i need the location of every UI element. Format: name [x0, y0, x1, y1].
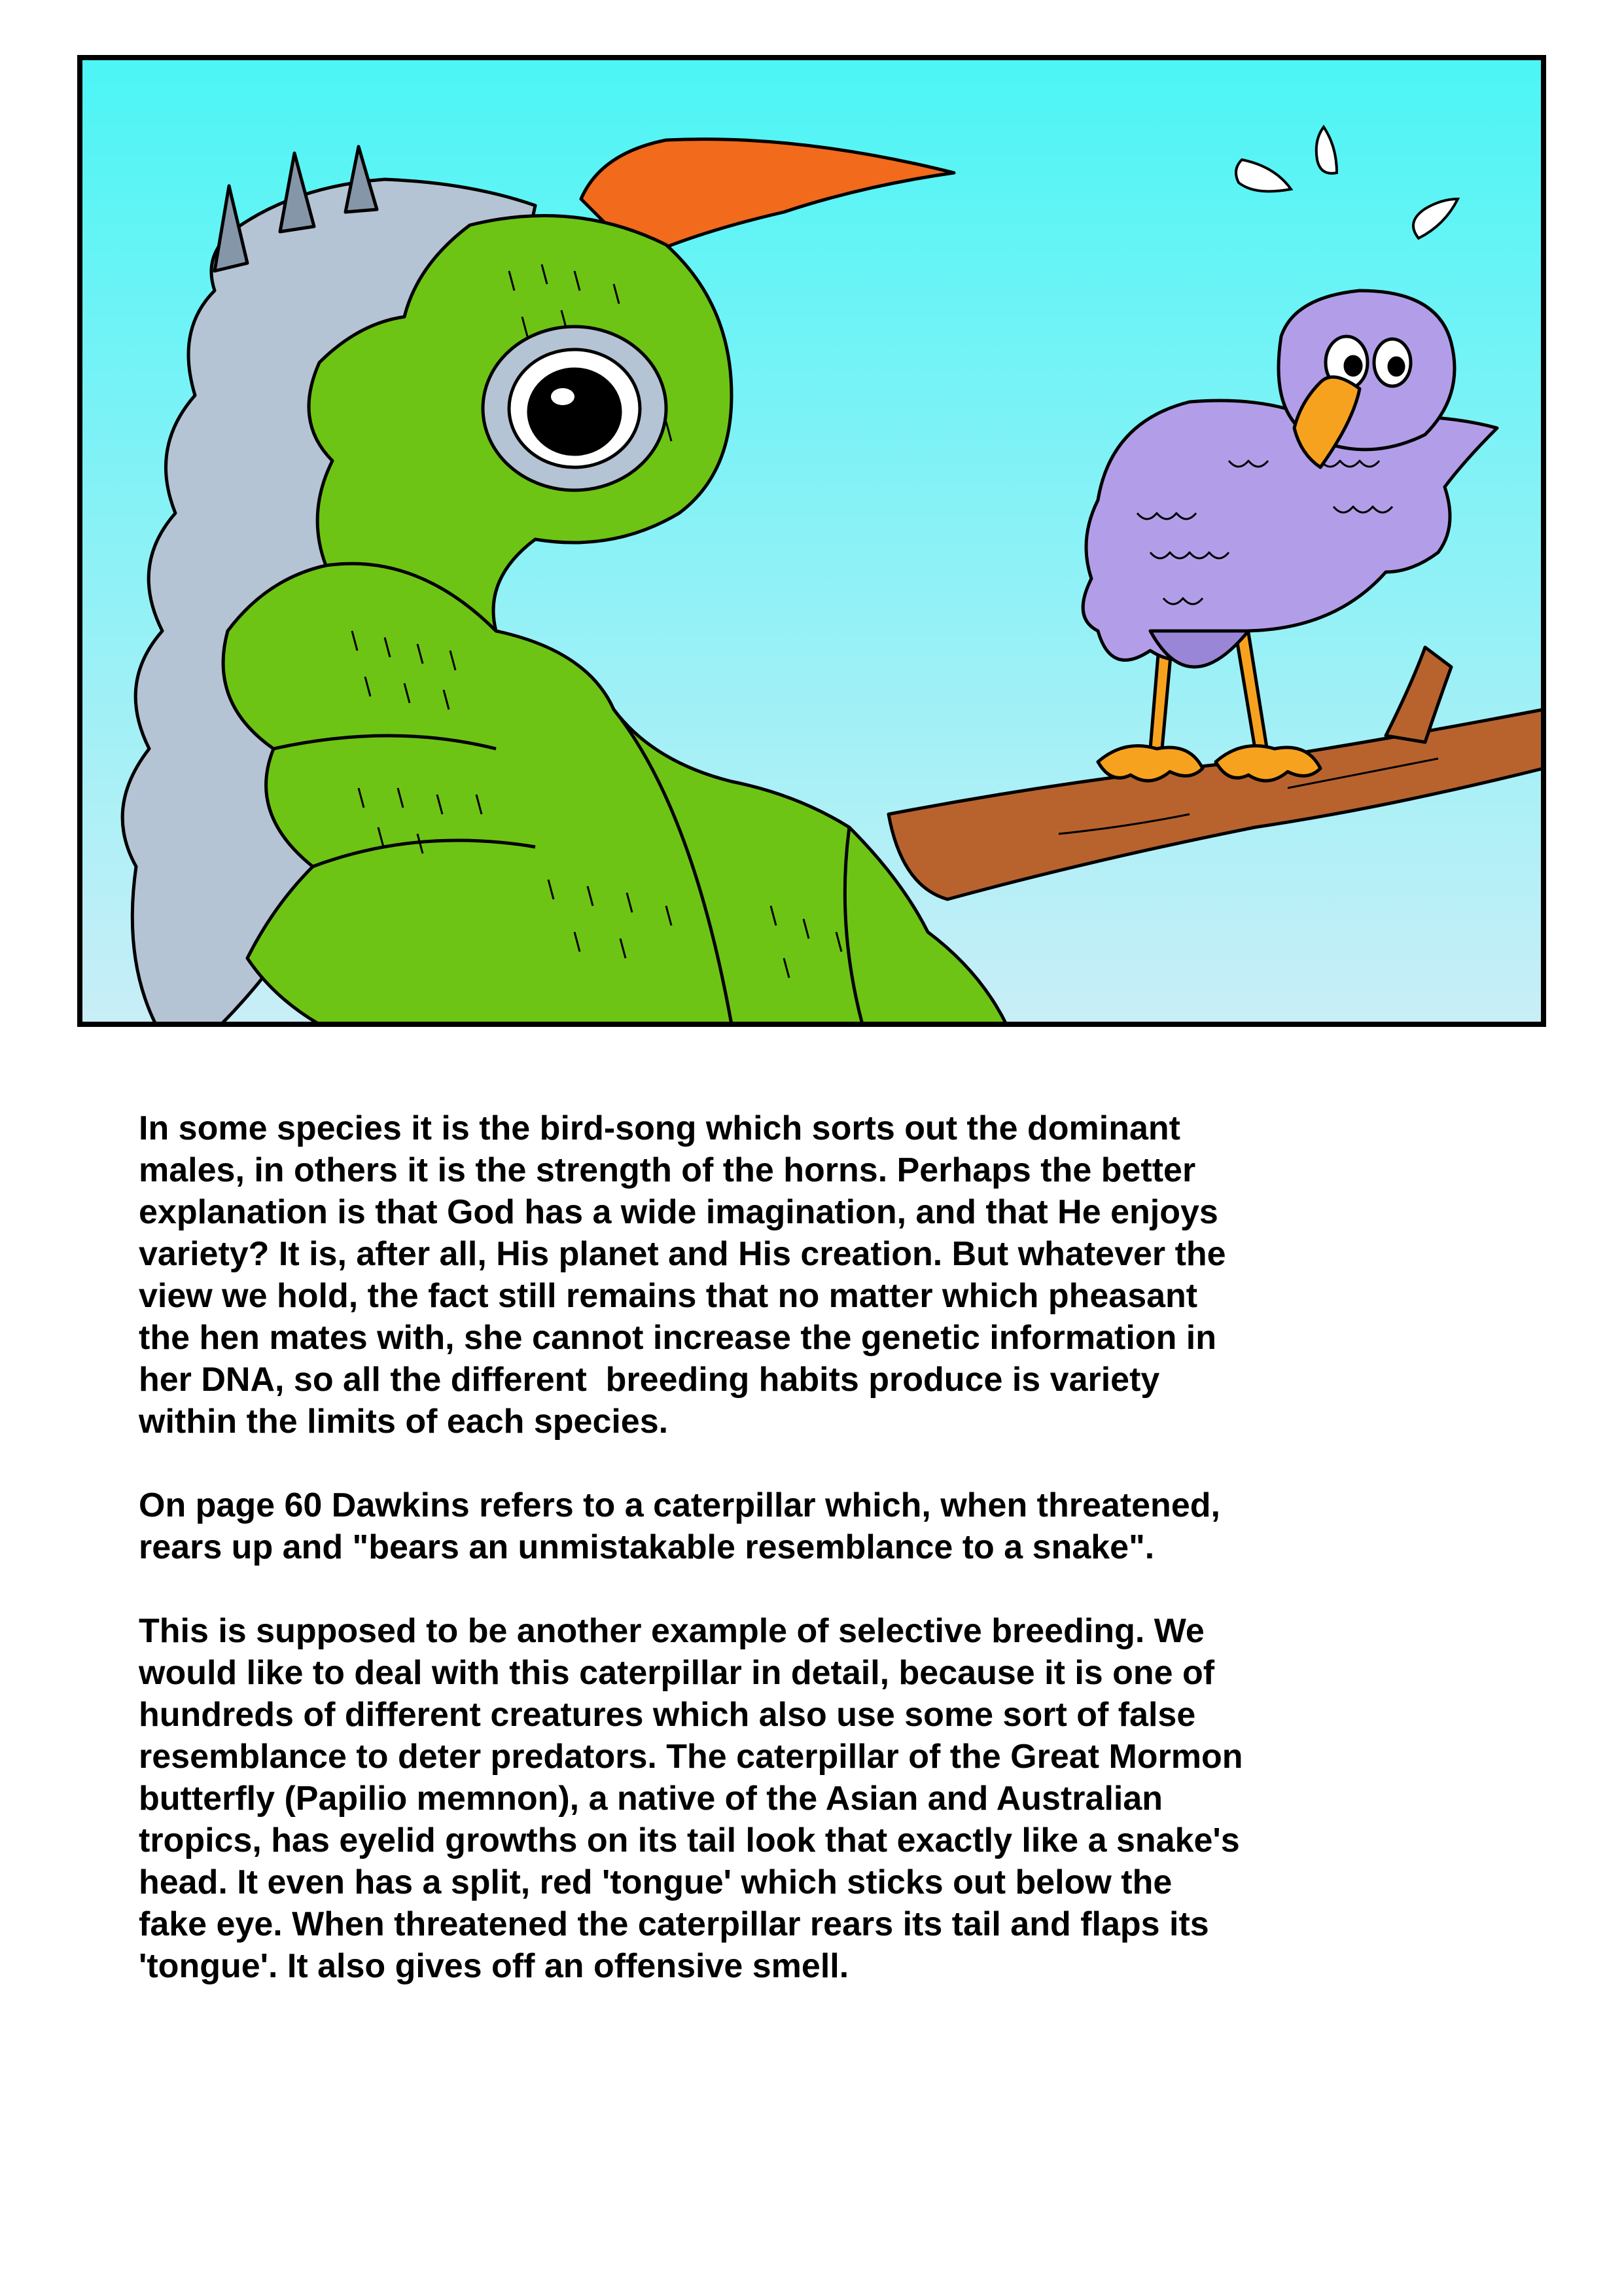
text-line: view we hold, the fact still remains that no matter which pheasant — [139, 1277, 1198, 1315]
text-line: On page 60 Dawkins refers to a caterpillar which, when threatened, — [139, 1486, 1220, 1524]
text-line: butterfly (Papilio memnon), a native of the Asian and Australian — [139, 1780, 1163, 1818]
text-line: resemblance to deter predators. The caterpillar of the Great Mormon — [139, 1738, 1243, 1776]
text-line: variety? It is, after all, His planet and His creation. But whatever the — [139, 1235, 1226, 1273]
text-line: This is supposed to be another example of selective breeding. We — [139, 1612, 1205, 1650]
text-line: would like to deal with this caterpillar in detail, because it is one of — [139, 1654, 1215, 1692]
paragraph-3 — [139, 1610, 1519, 1987]
text-line: head. It even has a split, red 'tongue' which sticks out below the — [139, 1863, 1173, 1901]
cartoon-svg — [77, 55, 1546, 1027]
text-line: her DNA, so all the different breeding habits produce is variety — [139, 1361, 1160, 1399]
body-text — [139, 1107, 1519, 2029]
cartoon-illustration — [77, 55, 1546, 1027]
text-line: hundreds of different creatures which also use some sort of false — [139, 1696, 1196, 1734]
text-line: 'tongue'. It also gives off an offensive smell. — [139, 1947, 849, 1985]
text-line: fake eye. When threatened the caterpillar rears its tail and flaps its — [139, 1905, 1209, 1943]
text-line: rears up and "bears an unmistakable resemblance to a snake". — [139, 1528, 1155, 1566]
paragraph-1 — [139, 1107, 1519, 1443]
text-line: the hen mates with, she cannot increase the genetic information in — [139, 1319, 1216, 1357]
text-line: males, in others it is the strength of the horns. Perhaps the better — [139, 1151, 1196, 1189]
text-line: explanation is that God has a wide imagination, and that He enjoys — [139, 1193, 1218, 1231]
text-line: within the limits of each species. — [139, 1403, 669, 1441]
text-line: tropics, has eyelid growths on its tail look that exactly like a snake's — [139, 1821, 1240, 1859]
text-line: In some species it is the bird-song which sorts out the dominant — [139, 1109, 1180, 1147]
paragraph-2 — [139, 1484, 1519, 1568]
